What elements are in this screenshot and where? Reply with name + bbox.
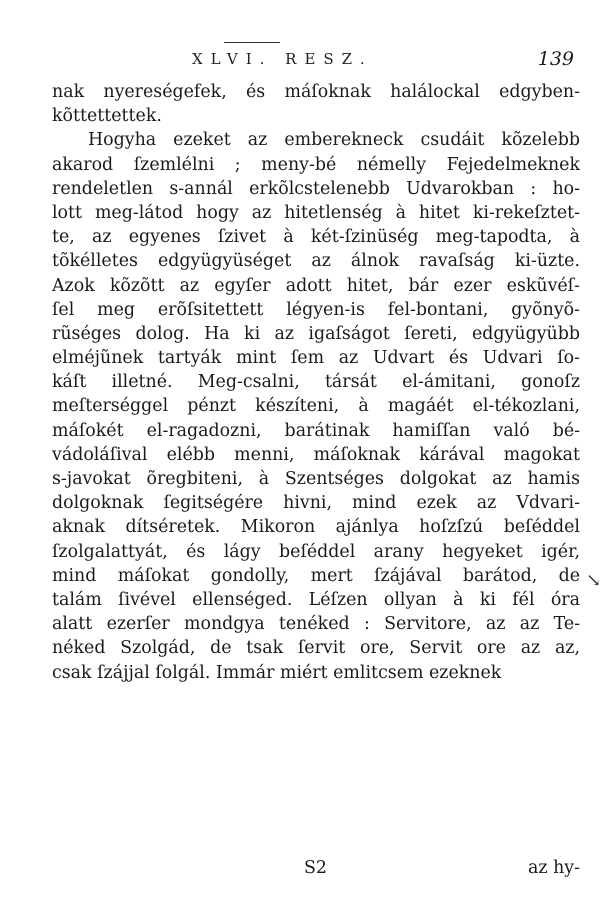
- text-line: rendeletlen s-annál erkõlcstelenebb Udvarokban : ho-: [52, 178, 580, 199]
- text-line: mind máſokat gondolly, mert ſzájával barátod, de: [52, 565, 580, 586]
- text-line: s-javokat õregbiteni, à Szentséges dolgokat az hamis: [52, 469, 580, 489]
- text-line: aknak dítséretek. Mikoron ajánlya hoſzſzú beſéddel: [52, 517, 580, 538]
- text-line: rũséges dolog. Ha ki az igaſságot ſereti, edgyügyübb: [52, 323, 580, 344]
- margin-mark: ↘: [586, 570, 602, 591]
- page-header: [52, 48, 574, 78]
- text-line: máſokét el-ragadozni, barátinak hamiſſan való bé-: [52, 420, 580, 441]
- text-line: néked Szolgád, de tsak ſervit ore, Servit ore az az,: [52, 638, 580, 659]
- text-line: talám ſivével ellenséged. Léſzen ollyan à ki fél óra: [52, 589, 580, 610]
- text-block: [52, 80, 580, 685]
- text-line: vádoláſival elébb menni, máſoknak kárával magokat: [52, 444, 580, 465]
- text-line: akarod ſzemlélni ; meny-bé némelly Fejedelmeknek: [52, 154, 580, 175]
- text-line: lott meg-látod hogy az hitetlenség à hitet ki-rekeſztet-: [52, 202, 580, 223]
- text-line: alatt ezerſer mondgya tenéked : Servitore, az az Te-: [52, 614, 580, 635]
- page-footer: [52, 858, 580, 884]
- signature-mark: S2: [304, 858, 327, 878]
- text-line: káſt illetné. Meg-csalni, társát el-ámitani, gonoſz: [52, 372, 580, 393]
- text-line: kõttettettek.: [52, 106, 162, 127]
- text-line: csak ſzájjal ſolgál. Immár miért emlitcsem ezeknek: [52, 662, 502, 683]
- page-number: 139: [537, 48, 574, 70]
- text-line: Azok kõzõtt az egyſer adott hitet, bár ezer eskũvéſ-: [52, 275, 580, 296]
- text-line: ſzolgalattyát, és lágy beſéddel arany hegyeket igér,: [52, 541, 580, 562]
- running-head: XLVI. RESZ.: [192, 50, 373, 68]
- text-line: tõkélletes edgyügyüséget az álnok ravaſság ki-üzte.: [52, 251, 580, 272]
- text-line: dolgoknak ſegitségére hivni, mind ezek az Vdvari-: [52, 493, 580, 514]
- catchword: az hy-: [528, 858, 580, 878]
- text-line: ſel meg erõſsitettett légyen-is fel-bontani, gyõnyõ-: [52, 299, 580, 320]
- text-line: nak nyereségefek, és máſoknak halálockal edgyben-: [52, 82, 580, 102]
- text-line: meſterséggel pénzt készíteni, à magáét el-tékozlani,: [52, 396, 580, 417]
- header-rule: [224, 42, 280, 43]
- text-line: Hogyha ezeket az emberekneck csudáit kõzelebb: [88, 130, 580, 151]
- text-line: te, az egyenes ſzivet à két-ſzinüség meg-tapodta, à: [52, 227, 580, 248]
- text-line: elméjũnek tartyák mint ſem az Udvart és Udvari ſo-: [52, 348, 580, 369]
